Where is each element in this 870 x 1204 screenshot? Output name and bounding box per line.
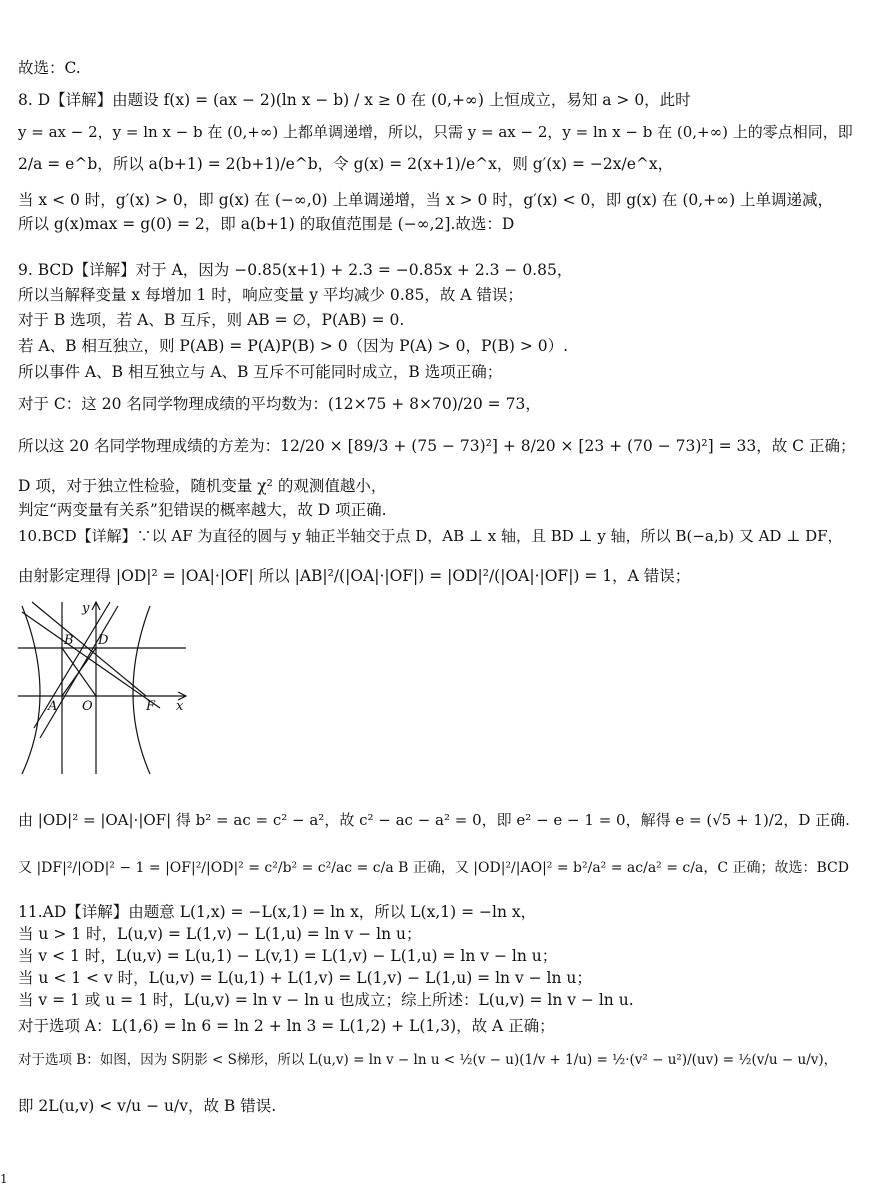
line-13: 所以这 20 名同学物理成绩的方差为：12/20 × [89/3 + (75 − 73)²] + 8/20 × [23 + (70 − 73)²] = 33，故 C 正确；	[18, 437, 856, 455]
label-y: y	[82, 601, 90, 616]
label-d: D	[98, 633, 109, 648]
corner-mark: 1	[0, 1172, 8, 1186]
label-b: B	[64, 633, 74, 648]
line-14: D 项，对于独立性检验，随机变量 χ² 的观测值越小，	[18, 477, 387, 495]
line-26: 对于选项 B：如图，因为 S阴影 < S梯形，所以 L(u,v) = ln v − ln u < ½(v − u)(1/v + 1/u) = ½·(v² − u²)/(uv) = ½(v/u − u/v)，	[18, 1052, 838, 1068]
line-25: 对于选项 A：L(1,6) = ln 6 = ln 2 + ln 3 = L(1,2) + L(1,3)，故 A 正确；	[18, 1017, 555, 1035]
line-19: 又 |DF|²/|OD|² − 1 = |OF|²/|OD|² = c²/b² = c²/ac = c/a B 正确，又 |OD|²/|AO|² = b²/a² = ac/a² = c/a，C 正确；故选：BCD	[18, 860, 849, 876]
label-f: F	[146, 699, 156, 714]
line-7: 9. BCD【详解】对于 A，因为 −0.85(x+1) + 2.3 = −0.85x + 2.3 − 0.85，	[18, 261, 573, 279]
line-3: y = ax − 2，y = ln x − b 在 (0,+∞) 上都单调递增，所以，只需 y = ax − 2，y = ln x − b 在 (0,+∞) 上的零点相同，即	[18, 123, 853, 141]
line-12: 对于 C：这 20 名同学物理成绩的平均数为：(12×75 + 8×70)/20 = 73，	[18, 395, 541, 413]
line-21: 当 u > 1 时，L(u,v) = L(1,v) − L(1,u) = ln v − ln u；	[18, 925, 422, 943]
line-1: 故选：C.	[18, 59, 81, 77]
label-o: O	[82, 699, 93, 714]
line-24: 当 v = 1 或 u = 1 时，L(u,v) = ln v − ln u 也成立；综上所述：L(u,v) = ln v − ln u.	[18, 991, 634, 1009]
line-16: 10.BCD【详解】∵以 AF 为直径的圆与 y 轴正半轴交于点 D，AB ⊥ x 轴，且 BD ⊥ y 轴，所以 B(−a,b) 又 AD ⊥ DF，	[18, 527, 843, 545]
line-5: 当 x < 0 时，g′(x) > 0，即 g(x) 在 (−∞,0) 上单调递增，当 x > 0 时，g′(x) < 0，即 g(x) 在 (0,+∞) 上单调递减，	[18, 191, 834, 209]
line-18: 由 |OD|² = |OA|·|OF| 得 b² = ac = c² − a²，故 c² − ac − a² = 0，即 e² − e − 1 = 0，解得 e = (√5 + 1)/2，D 正确.	[18, 811, 850, 829]
hyperbola-figure	[18, 598, 190, 776]
line-23: 当 u < 1 < v 时，L(u,v) = L(u,1) + L(1,v) = L(1,v) − L(1,u) = ln v − ln u；	[18, 969, 592, 987]
line-6: 所以 g(x)max = g(0) = 2，即 a(b+1) 的取值范围是 (−∞,2].故选：D	[18, 215, 515, 233]
line-8: 所以当解释变量 x 每增加 1 时，响应变量 y 平均减少 0.85，故 A 错误；	[18, 286, 523, 304]
line-17: 由射影定理得 |OD|² = |OA|·|OF| 所以 |AB|²/(|OA|·|OF|) = |OD|²/(|OA|·|OF|) = 1，A 错误；	[18, 567, 691, 585]
line-10: 若 A、B 相互独立，则 P(AB) = P(A)P(B) > 0（因为 P(A) > 0，P(B) > 0）.	[18, 337, 569, 355]
line-9: 对于 B 选项，若 A、B 互斥，则 AB = ∅，P(AB) = 0.	[18, 311, 405, 329]
line-11: 所以事件 A、B 相互独立与 A、B 互斥不可能同时成立，B 选项正确；	[18, 363, 503, 381]
label-x: x	[176, 699, 184, 714]
line-22: 当 v < 1 时，L(u,v) = L(u,1) − L(v,1) = L(1,v) − L(1,u) = ln v − ln u；	[18, 947, 558, 965]
line-27: 即 2L(u,v) < v/u − u/v，故 B 错误.	[18, 1097, 277, 1115]
label-a: A	[48, 699, 58, 714]
line-4: 2/a = e^b，所以 a(b+1) = 2(b+1)/e^b，令 g(x) = 2(x+1)/e^x，则 g′(x) = −2x/e^x，	[18, 155, 674, 173]
line-15: 判定“两变量有关系”犯错误的概率越大，故 D 项正确.	[18, 501, 387, 519]
line-20: 11.AD【详解】由题意 L(1,x) = −L(x,1) = ln x，所以 L(x,1) = −ln x，	[18, 903, 537, 921]
line-2: 8. D【详解】由题设 f(x) = (ax − 2)(ln x − b) / x ≥ 0 在 (0,+∞) 上恒成立，易知 a > 0，此时	[18, 91, 691, 109]
